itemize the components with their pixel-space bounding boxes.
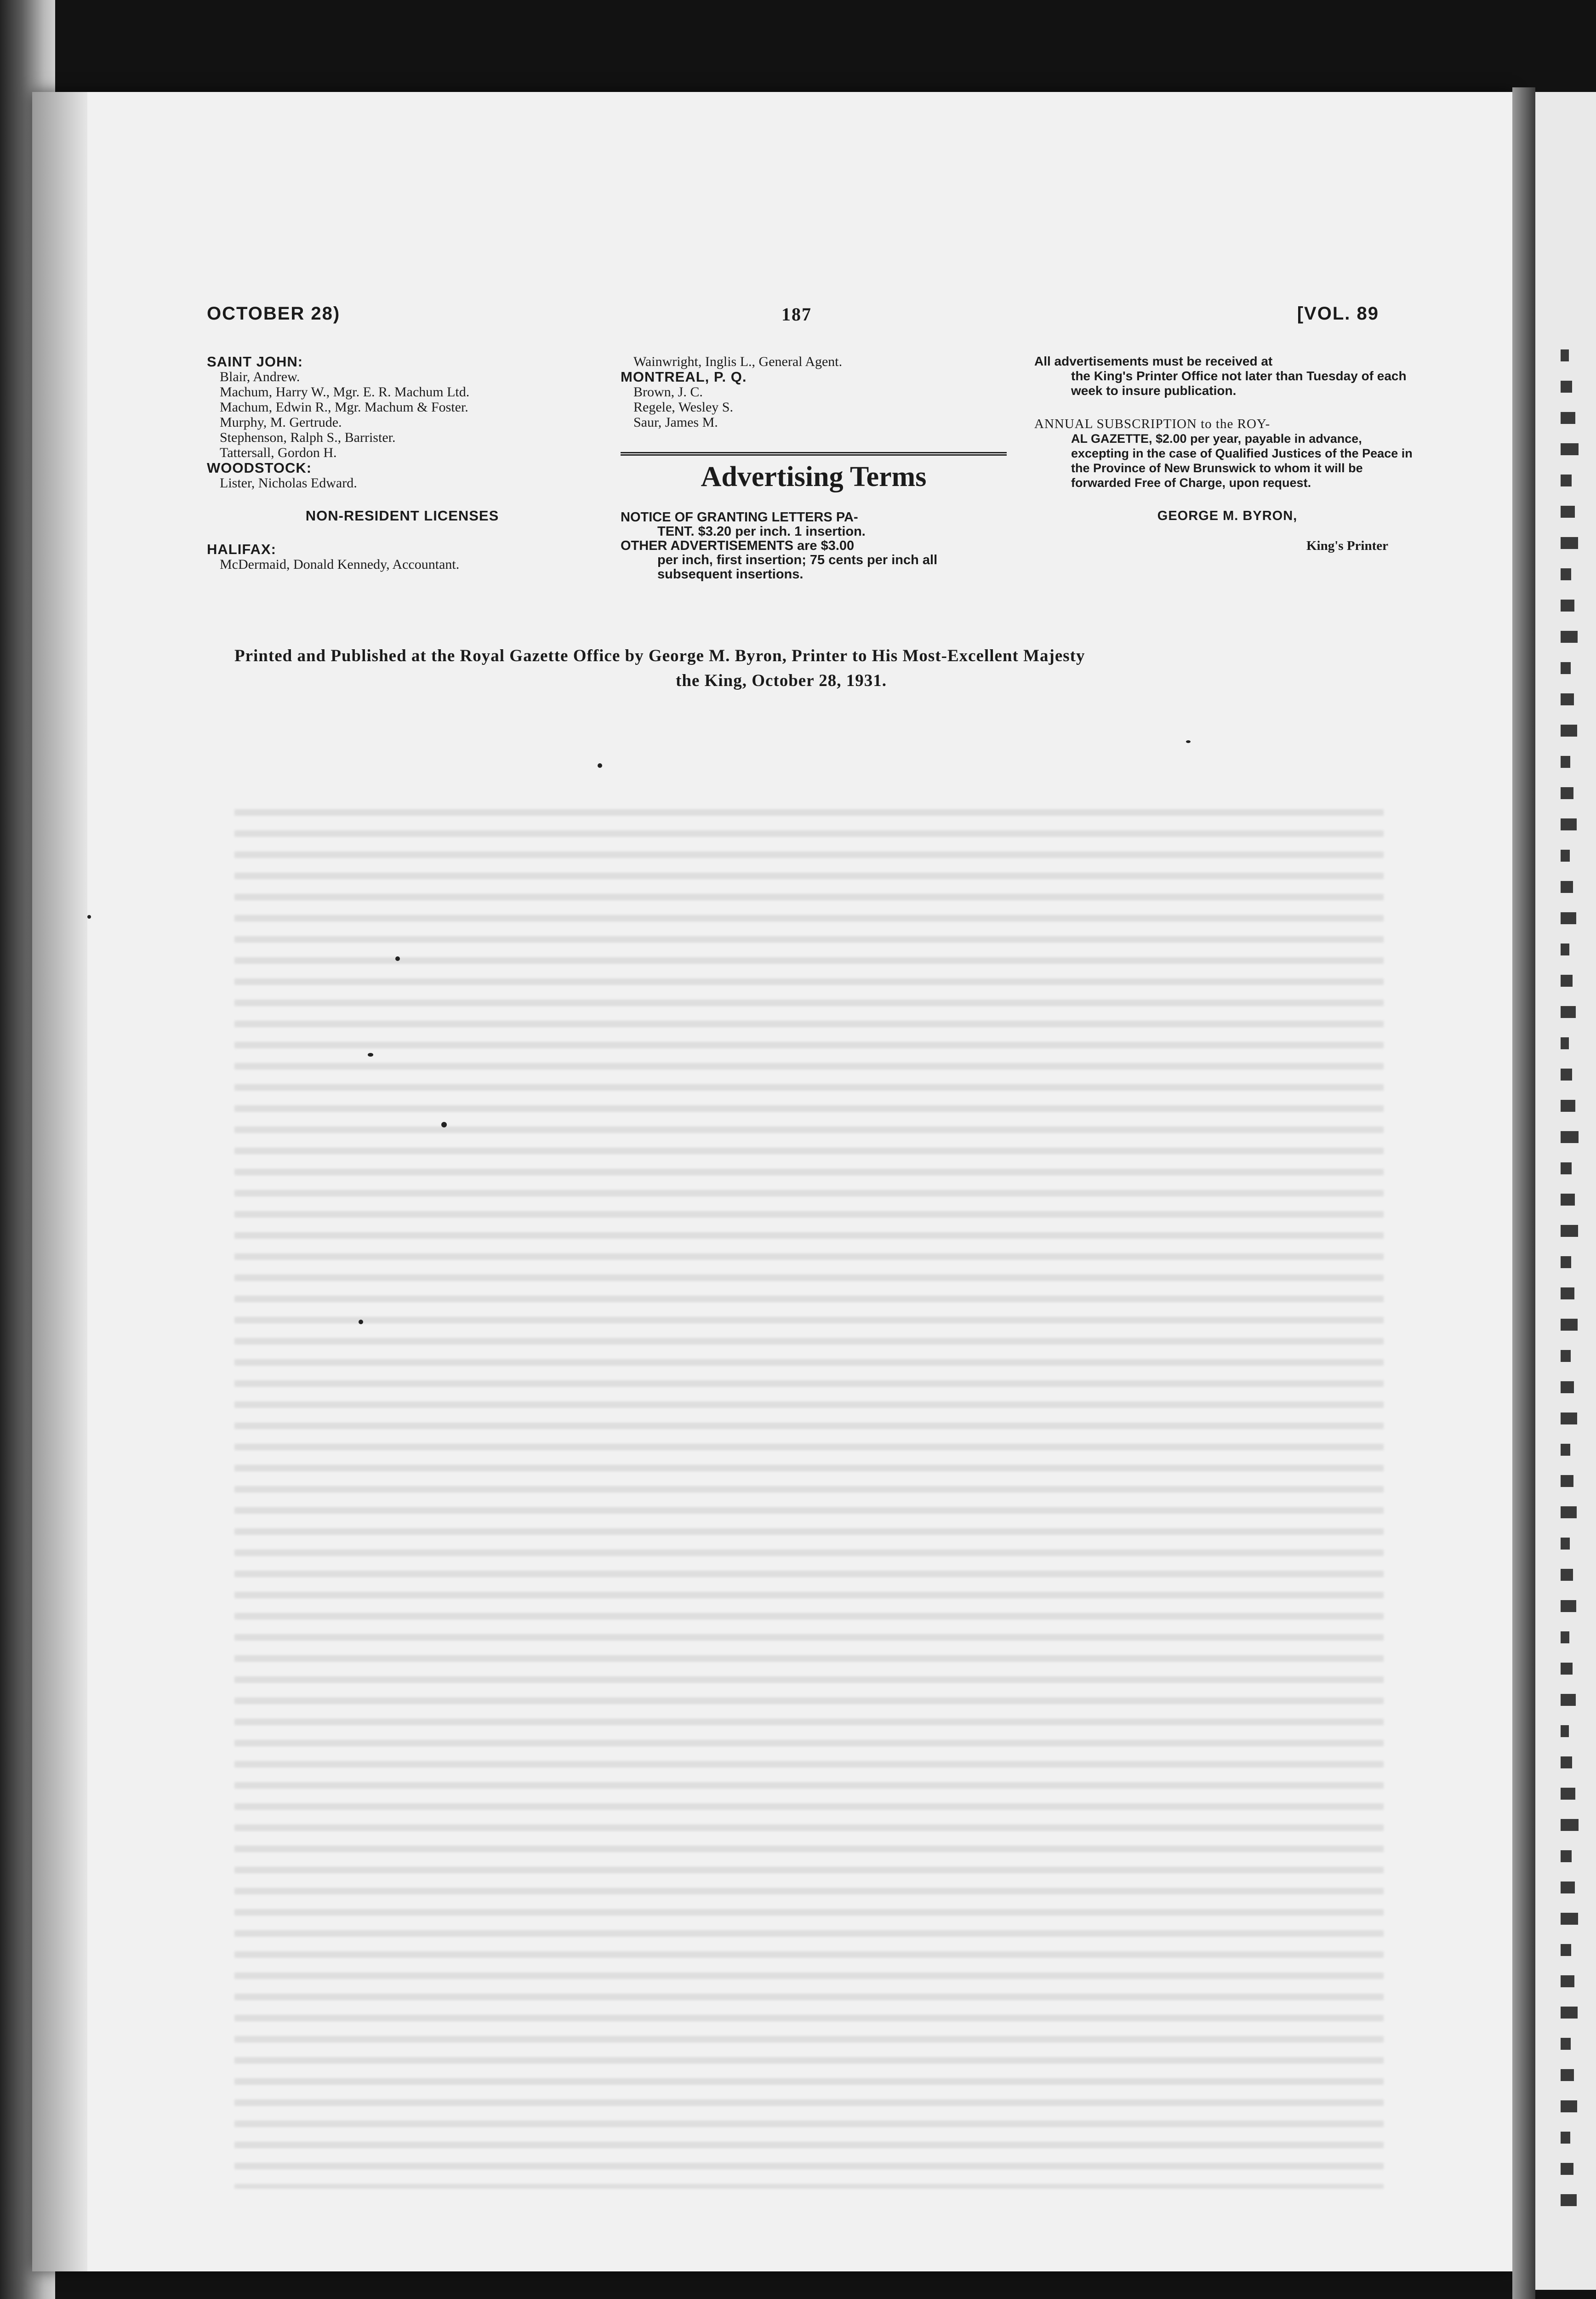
signature-title: King's Printer <box>1306 538 1388 553</box>
decorative-rule <box>621 452 1007 456</box>
page-header <box>207 303 1379 331</box>
term-continuation: TENT. $3.20 per inch. 1 insertion. <box>657 524 866 539</box>
facing-page-glyph <box>1561 568 1571 580</box>
facing-page-glyph <box>1561 475 1572 486</box>
facing-page-glyph <box>1561 1069 1572 1081</box>
facing-page-glyph <box>1561 787 1573 799</box>
list-item: Regele, Wesley S. <box>633 400 733 415</box>
facing-page-glyph <box>1561 1256 1571 1268</box>
facing-page-glyph <box>1561 1725 1569 1737</box>
facing-page-glyph <box>1561 506 1575 518</box>
place-block-saint-john <box>207 354 598 460</box>
list-item: Machum, Harry W., Mgr. E. R. Machum Ltd. <box>220 384 470 400</box>
imprint-notice <box>234 644 1420 693</box>
place-name: SAINT JOHN: <box>207 354 303 370</box>
page-number: 187 <box>781 304 812 325</box>
dust-speck <box>87 915 91 919</box>
signature-name: GEORGE M. BYRON, <box>1157 509 1298 523</box>
facing-page-glyph <box>1561 1944 1571 1956</box>
facing-page-glyph <box>1561 2100 1577 2112</box>
facing-page-glyph <box>1561 912 1576 924</box>
dust-speck <box>1186 740 1191 743</box>
facing-page-glyph <box>1561 2194 1577 2206</box>
place-name: MONTREAL, P. Q. <box>621 369 747 385</box>
facing-page-glyph <box>1561 2038 1571 2050</box>
section-title-non-resident: NON-RESIDENT LICENSES <box>305 508 499 524</box>
subscription-column <box>1034 354 1420 554</box>
facing-page-glyph <box>1561 975 1573 987</box>
facing-page-glyph <box>1561 1882 1575 1893</box>
facing-page-glyph <box>1561 1788 1575 1800</box>
facing-page-glyph <box>1561 1225 1578 1237</box>
subscription-first-line: ANNUAL SUBSCRIPTION to the ROY- <box>1034 417 1271 431</box>
facing-page-glyph <box>1561 881 1573 893</box>
facing-page-glyph <box>1561 725 1577 737</box>
facing-page-glyph <box>1561 1850 1572 1862</box>
place-block-halifax <box>207 542 598 572</box>
facing-page-glyph <box>1561 1631 1569 1643</box>
place-block-woodstock <box>207 460 598 491</box>
bleed-through-text <box>234 809 1384 2189</box>
facing-page-glyph <box>1561 944 1569 955</box>
book-gutter <box>1512 87 1535 2299</box>
list-item: Murphy, M. Gertrude. <box>220 415 342 430</box>
licenses-column <box>207 354 598 572</box>
term-item <box>621 539 1007 582</box>
facing-page-glyph <box>1561 1381 1574 1393</box>
facing-page-glyph <box>1561 1194 1575 1206</box>
facing-page-glyph <box>1561 2007 1578 2019</box>
facing-page-glyph <box>1561 1538 1570 1550</box>
advertising-column <box>621 354 1007 582</box>
facing-page-glyph <box>1561 2163 1573 2175</box>
facing-page-glyph <box>1561 1287 1574 1299</box>
facing-page-glyph <box>1561 381 1572 393</box>
facing-page-glyph <box>1561 1006 1576 1018</box>
facing-page-edge <box>1535 92 1596 2290</box>
facing-page-glyph <box>1561 1819 1579 1831</box>
list-item: Lister, Nicholas Edward. <box>220 475 357 491</box>
facing-page-glyph <box>1561 600 1574 612</box>
dust-speck <box>395 956 400 961</box>
facing-page-glyph <box>1561 349 1569 361</box>
facing-page-glyph <box>1561 756 1570 768</box>
facing-page-glyph <box>1561 662 1571 674</box>
advertising-terms-title: Advertising Terms <box>701 461 927 492</box>
dust-speck <box>359 1320 363 1324</box>
annual-subscription <box>1034 417 1420 490</box>
dust-speck <box>598 763 602 768</box>
list-item: Tattersall, Gordon H. <box>220 445 337 460</box>
facing-page-glyph <box>1561 1569 1573 1581</box>
imprint-line-2: the King, October 28, 1931. <box>676 671 887 690</box>
header-date: OCTOBER 28) <box>207 303 341 324</box>
facing-page-glyph <box>1561 1100 1575 1112</box>
facing-page-glyph <box>1561 1131 1579 1143</box>
facing-page-glyph <box>1561 2132 1570 2144</box>
dust-speck <box>368 1053 373 1057</box>
facing-page-glyph <box>1561 1694 1576 1706</box>
facing-page-glyph <box>1561 1037 1569 1049</box>
facing-page-glyph <box>1561 631 1578 643</box>
list-item: Wainwright, Inglis L., General Agent. <box>633 354 843 369</box>
notice-first-line: All advertisements must be received at <box>1034 354 1273 368</box>
list-item: Machum, Edwin R., Mgr. Machum & Foster. <box>220 400 468 415</box>
list-item: Blair, Andrew. <box>220 369 300 384</box>
dust-speck <box>441 1122 447 1127</box>
facing-page-glyph <box>1561 1319 1578 1331</box>
place-name: WOODSTOCK: <box>207 460 312 476</box>
term-first-line: OTHER ADVERTISEMENTS are $3.00 <box>621 538 855 553</box>
submission-notice <box>1034 354 1420 398</box>
list-item: Saur, James M. <box>633 415 718 430</box>
place-name: HALIFAX: <box>207 541 276 557</box>
facing-page-glyph <box>1561 2069 1574 2081</box>
list-item: Stephenson, Ralph S., Barrister. <box>220 430 396 445</box>
facing-page-glyph <box>1561 1475 1573 1487</box>
facing-page-glyph <box>1561 1975 1574 1987</box>
facing-page-glyph <box>1561 412 1575 424</box>
facing-page-glyph <box>1561 1162 1572 1174</box>
term-continuation: per inch, first insertion; 75 cents per inch all subsequent insertions. <box>657 553 938 582</box>
facing-page-glyph <box>1561 1756 1572 1768</box>
facing-page-glyph <box>1561 1663 1573 1675</box>
list-item: Brown, J. C. <box>633 384 703 400</box>
notice-continuation: the King's Printer Office not later than Tuesday of each week to insure publication. <box>1071 369 1407 398</box>
facing-page-glyph <box>1561 1444 1570 1456</box>
facing-page-glyph <box>1561 818 1577 830</box>
facing-page-glyph <box>1561 1506 1577 1518</box>
term-first-line: NOTICE OF GRANTING LETTERS PA- <box>621 510 858 525</box>
list-item: McDermaid, Donald Kennedy, Accountant. <box>220 557 460 572</box>
facing-page-glyph <box>1561 850 1570 862</box>
facing-page-glyph <box>1561 443 1579 455</box>
facing-page-glyph <box>1561 1913 1578 1925</box>
facing-page-glyph <box>1561 1413 1577 1424</box>
facing-page-glyph <box>1561 1600 1576 1612</box>
facing-page-glyph <box>1561 537 1578 549</box>
facing-page-glyph <box>1561 693 1574 705</box>
term-item <box>621 510 1007 539</box>
subscription-continuation: AL GAZETTE, $2.00 per year, payable in advance, excepting in the case of Qualified Justices of the Peace in the Province of New Brunswick to whom it will be forwarded Free of Charge, upon request. <box>1071 432 1413 490</box>
volume-number: [VOL. 89 <box>1297 303 1379 324</box>
imprint-line-1: Printed and Published at the Royal Gazette Office by George M. Byron, Printer to His Most-Excellent Majesty <box>234 646 1085 665</box>
facing-page-glyph <box>1561 1350 1571 1362</box>
